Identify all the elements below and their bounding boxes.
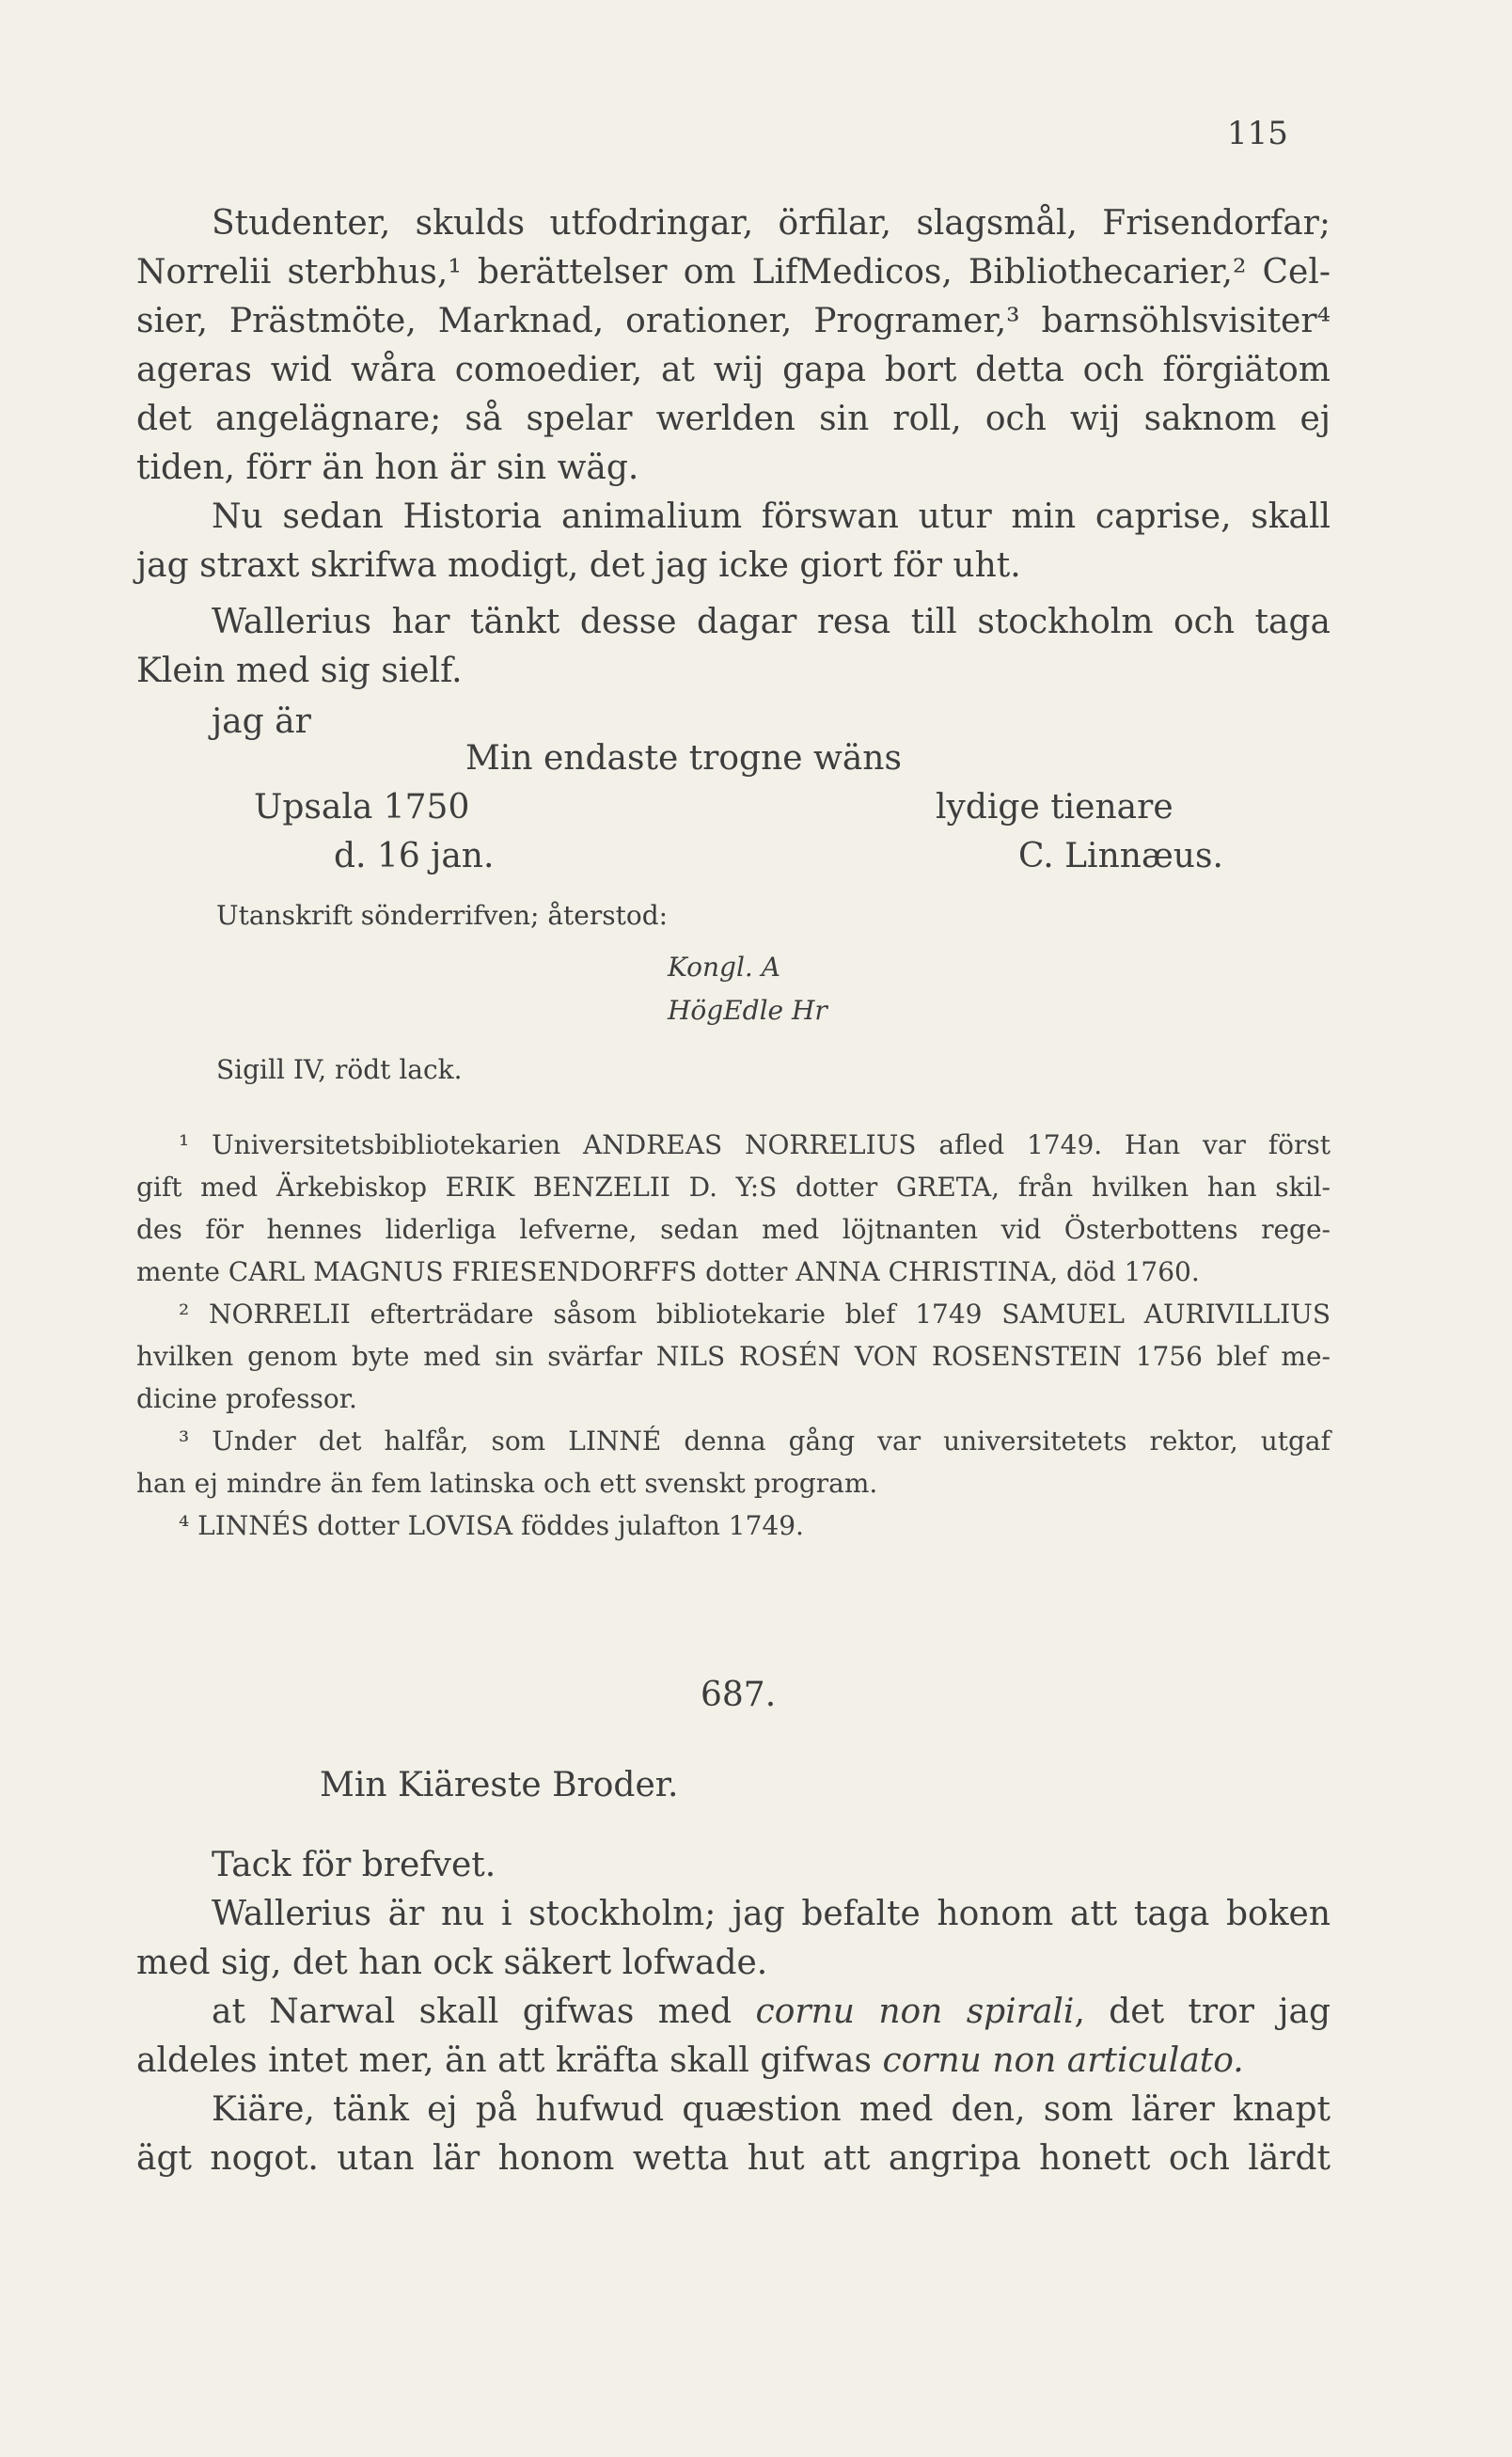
text-line: Nu sedan Historia animalium förswan utur min caprise, skall xyxy=(212,497,1331,536)
footnote-line: ¹ Universitetsbibliotekarien ANDREAS NORRELIUS afled 1749. Han var först xyxy=(179,1129,1331,1160)
salutation: Min Kiäreste Broder. xyxy=(320,1766,679,1804)
text-line: Wallerius har tänkt desse dagar resa till stockholm och taga xyxy=(212,603,1331,641)
text-segment: aldeles intet mer, än att kräfta skall gifwas xyxy=(136,2041,883,2080)
letter-number: 687. xyxy=(701,1676,777,1714)
latin-phrase: cornu non articulato. xyxy=(882,2041,1244,2080)
footnote-line: hvilken genom byte med sin svärfar NILS ROSÉN VON ROSENSTEIN 1756 blef me- xyxy=(136,1341,1331,1372)
signature: C. Linnæus. xyxy=(1018,837,1223,875)
text-line xyxy=(136,2037,1331,2086)
text-segment: at Narwal skall gifwas med xyxy=(212,1992,756,2031)
footnote-line: han ej mindre än fem latinska och ett svenskt program. xyxy=(136,1468,878,1499)
footnote-line: mente CARL MAGNUS FRIESENDORFFS dotter ANNA CHRISTINA, död 1760. xyxy=(136,1256,1200,1287)
text-line: Kiäre, tänk ej på hufwud quæstion med den, som lärer knapt xyxy=(212,2090,1331,2129)
footnote-line: des för hennes liderliga lefverne, sedan med löjtnanten vid Österbottens rege- xyxy=(136,1214,1331,1245)
text-segment: , det tror jag xyxy=(1074,1992,1331,2031)
text-line: Wallerius är nu i stockholm; jag befalte honom att taga boken xyxy=(212,1895,1331,1933)
text-line: Norrelii sterbhus,¹ berättelser om LifMedicos, Bibliothecarier,² Cel- xyxy=(136,253,1331,291)
footnote-line: gift med Ärkebiskop ERIK BENZELII D. Y:S dotter GRETA, från hvilken han skil- xyxy=(136,1172,1331,1203)
address-line: Kongl. A xyxy=(668,952,780,983)
text-line: det angelägnare; så spelar werlden sin roll, och wij saknom ej xyxy=(136,400,1331,438)
footnote-line: dicine professor. xyxy=(136,1383,357,1414)
text-line: Studenter, skulds utfodringar, örfilar, slagsmål, Frisendorfar; xyxy=(212,204,1331,243)
text-line: tiden, förr än hon är sin wäg. xyxy=(136,449,639,487)
text-line: jag straxt skrifwa modigt, det jag icke giort för uht. xyxy=(136,546,1021,585)
footnote-line: ² NORRELII efterträdare såsom bibliotekarie blef 1749 SAMUEL AURIVILLIUS xyxy=(179,1299,1331,1330)
seal-note: Sigill IV, rödt lack. xyxy=(216,1054,463,1085)
latin-phrase: cornu non spirali xyxy=(755,1992,1075,2031)
text-line: sier, Prästmöte, Marknad, orationer, Programer,³ barnsöhlsvisiter⁴ xyxy=(136,302,1331,340)
place-date: d. 16 jan. xyxy=(334,837,495,875)
text-line xyxy=(212,1988,1331,2037)
text-line: jag är xyxy=(212,702,311,741)
text-line: ägt nogot. utan lär honom wetta hut att angripa honett och lärdt xyxy=(136,2139,1331,2178)
text-line: Klein med sig sielf. xyxy=(136,652,463,690)
address-note: Utanskrift sönderrifven; återstod: xyxy=(216,900,669,931)
text-line: Tack för brefvet. xyxy=(212,1846,496,1884)
address-line: HögEdle Hr xyxy=(668,995,827,1026)
obedient-servant: lydige tienare xyxy=(936,788,1173,827)
footnote-line: ⁴ LINNÉS dotter LOVISA föddes julafton 1749. xyxy=(179,1510,804,1541)
closing-phrase: Min endaste trogne wäns xyxy=(465,739,902,778)
text-line: ageras wid wåra comoedier, at wij gapa bort detta och förgiätom xyxy=(136,351,1331,389)
text-line: med sig, det han ock säkert lofwade. xyxy=(136,1944,768,1982)
place-date: Upsala 1750 xyxy=(254,788,470,827)
footnote-line: ³ Under det halfår, som LINNÉ denna gång var universitetets rektor, utgaf xyxy=(179,1425,1331,1457)
page-number: 115 xyxy=(1227,115,1288,152)
